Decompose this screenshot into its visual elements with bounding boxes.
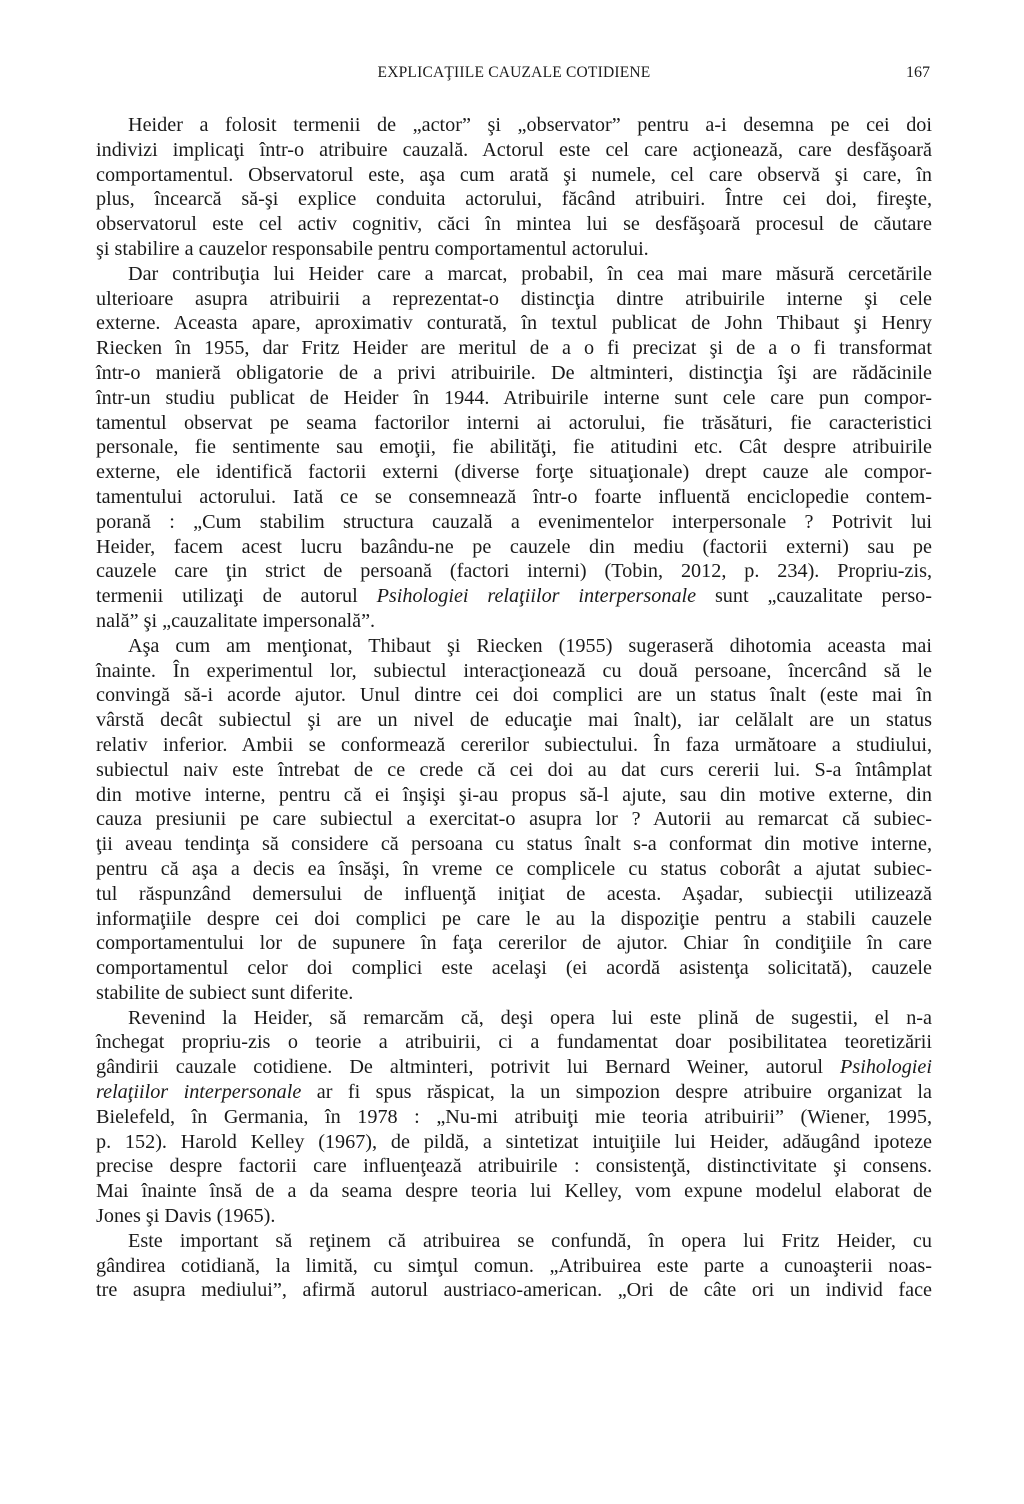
- text-line: Mai înainte însă de a da seama despre teoria lui Kelley, vom expune modelul elaborat de: [96, 1180, 932, 1203]
- text-line: Aşa cum am menţionat, Thibaut şi Riecken (1955) sugeraseră dihotomia aceasta mai: [128, 634, 932, 657]
- text-line: subiectul naiv este întrebat de ce crede că cei doi au dat curs cererii lui. S-a întâmplat: [96, 758, 932, 781]
- page-number: 167: [906, 64, 930, 81]
- running-title: EXPLICAŢIILE CAUZALE COTIDIENE: [377, 64, 651, 81]
- text-line: gândirea cotidiană, la limită, cu simţul comun. „Atribuirea este parte a cunoaşterii noas-: [96, 1254, 932, 1277]
- paragraph: [96, 1229, 932, 1303]
- text-line: tamentul observat pe seama factorilor interni ai actorului, fie trăsături, fie caracteristici: [96, 411, 932, 434]
- italic-title: Psihologiei: [840, 1056, 932, 1079]
- text-line: porană : „Cum stabilim structura cauzală a evenimentelor interpersonale ? Potrivit lui: [96, 510, 932, 533]
- text-line: stabilite de subiect sunt diferite.: [96, 981, 354, 1004]
- text-line: tamentului actorului. Iată ce se consemnează într-o foarte influentă enciclopedie contem-: [96, 485, 932, 508]
- italic-title: Psihologiei relaţiilor interpersonale: [376, 585, 697, 608]
- text-line: informaţiile despre cei doi complici pe care le au la dispoziţie pentru a stabili cauzele: [96, 907, 932, 930]
- text-line: tul răspunzând demersului de influenţă iniţiat de acesta. Aşadar, subiecţii utilizează: [96, 882, 932, 905]
- text-line: relativ inferior. Ambii se conformează cererilor subiectului. În faza următoare a studiului,: [96, 733, 932, 756]
- text-line: Jones şi Davis (1965).: [96, 1205, 276, 1228]
- text-line: plus, încearcă să-şi explice conduita actorului, făcând atribuiri. Între cei doi, fireşte,: [96, 188, 932, 211]
- text-line: pentru că aşa a decis ea însăşi, în vreme ce complicele cu status coborât a ajutat subiec-: [96, 857, 932, 880]
- text-line: ţii aveau tendinţa să considere că persoana cu status înalt s-a conformat din motive interne,: [96, 833, 932, 856]
- text-line: Revenind la Heider, să remarcăm că, deşi opera lui este plină de sugestii, el n-a: [128, 1006, 932, 1029]
- text-line: tre asupra mediului”, afirmă autorul austriaco-american. „Ori de câte ori un individ face: [96, 1279, 932, 1302]
- text-line: personale, fie sentimente sau emoţii, fie abilităţi, fie atitudini etc. Cât despre atribuirile: [96, 436, 932, 459]
- text-line: şi stabilire a cauzelor responsabile pentru comportamentul actorului.: [96, 237, 649, 260]
- text-line: comportamentul. Observatorul este, aşa cum arată şi numele, cel care observă şi care, în: [96, 163, 932, 186]
- text-line: înainte. În experimentul lor, subiectul interacţionează cu două persoane, încercând să le: [96, 659, 932, 682]
- text-line: Bielefeld, în Germania, în 1978 : „Nu-mi atribuiţi mie teoria atribuirii” (Wiener, 1995,: [96, 1105, 932, 1128]
- text-line: gândirii cauzale cotidiene. De altminteri, potrivit lui Bernard Weiner, autorul Psihologiei: [96, 1056, 932, 1079]
- body-text: [96, 113, 932, 1303]
- text-line: convingă să-i acorde ajutor. Unul dintre cei doi complici are un status înalt (este mai în: [96, 684, 932, 707]
- paragraph: [96, 634, 932, 1006]
- text-line: într-un studiu publicat de Heider în 1944. Atribuirile interne sunt cele care pun compor-: [96, 386, 932, 409]
- text-line: ulterioare asupra atribuirii a reprezentat-o distincţia dintre atribuirile interne şi cele: [96, 287, 932, 310]
- text-line: închegat propriu-zis o teorie a atribuirii, ci a fundamentat doar posibilitatea teoretizării: [96, 1031, 932, 1054]
- text-line: observatorul este cel activ cognitiv, căci în mintea lui se desfăşoară procesul de căutare: [96, 213, 932, 236]
- paragraph: [96, 262, 932, 634]
- text-line: Riecken în 1955, dar Fritz Heider are meritul de a o fi precizat şi de a o fi transformat: [96, 337, 932, 360]
- text-line: termenii utilizaţi de autorul Psihologiei relaţiilor interpersonale sunt „cauzalitate perso-: [96, 585, 932, 608]
- running-header: [96, 64, 932, 88]
- text-line: cauzele care ţin strict de persoană (factori interni) (Tobin, 2012, p. 234). Propriu-zis,: [96, 560, 932, 583]
- text-line: nală” şi „cauzalitate impersonală”.: [96, 609, 376, 632]
- text-line: Heider a folosit termenii de „actor” şi „observator” pentru a-i desemna pe cei doi: [128, 114, 932, 136]
- paragraph: [96, 113, 932, 262]
- text-line: comportamentului lor de supunere în faţa cererilor de ajutor. Chiar în condiţiile în care: [96, 932, 932, 955]
- text-line: cauza presiunii pe care subiectul a exercitat-o asupra lor ? Autorii au remarcat că subiec-: [96, 808, 932, 831]
- text-line: p. 152). Harold Kelley (1967), de pildă, a sintetizat intuiţiile lui Heider, adăugând ipoteze: [96, 1130, 932, 1153]
- text-line: externe. Aceasta apare, aproximativ conturată, în textul publicat de John Thibaut şi Henry: [96, 312, 932, 335]
- text-line: relaţiilor interpersonale ar fi spus răspicat, la un simpozion despre atribuire organizat la: [96, 1081, 932, 1104]
- text-line: comportamentul celor doi complici este acelaşi (ei acordă asistenţa solicitată), cauzele: [96, 957, 932, 980]
- text-line: externe, ele identifică factorii externi (diverse forţe situaţionale) drept cauze ale compor-: [96, 461, 932, 484]
- paragraph: [96, 1006, 932, 1229]
- text-line: într-o manieră obligatorie de a privi atribuirile. De altminteri, distincţia îşi are rădăcinile: [96, 361, 932, 384]
- text-line: Este important să reţinem că atribuirea se confundă, în opera lui Fritz Heider, cu: [128, 1229, 932, 1252]
- italic-title: relaţiilor interpersonale: [96, 1081, 302, 1104]
- text-line: precise despre factorii care influenţează atribuirile : consistenţă, distinctivitate şi consens.: [96, 1155, 932, 1178]
- text-line: din motive interne, pentru că ei înşişi şi-au propus să-l ajute, sau din motive externe, din: [96, 783, 932, 806]
- text-line: vârstă decât subiectul şi are un nivel de educaţie mai înalt), iar celălalt are un status: [96, 709, 932, 732]
- text-line: Dar contribuţia lui Heider care a marcat, probabil, în cea mai mare măsură cercetările: [128, 262, 932, 285]
- text-line: indivizi implicaţi într-o atribuire cauzală. Actorul este cel care acţionează, care desfăşoară: [96, 138, 932, 161]
- text-line: Heider, facem acest lucru bazându-ne pe cauzele din mediu (factorii externi) sau pe: [96, 535, 932, 558]
